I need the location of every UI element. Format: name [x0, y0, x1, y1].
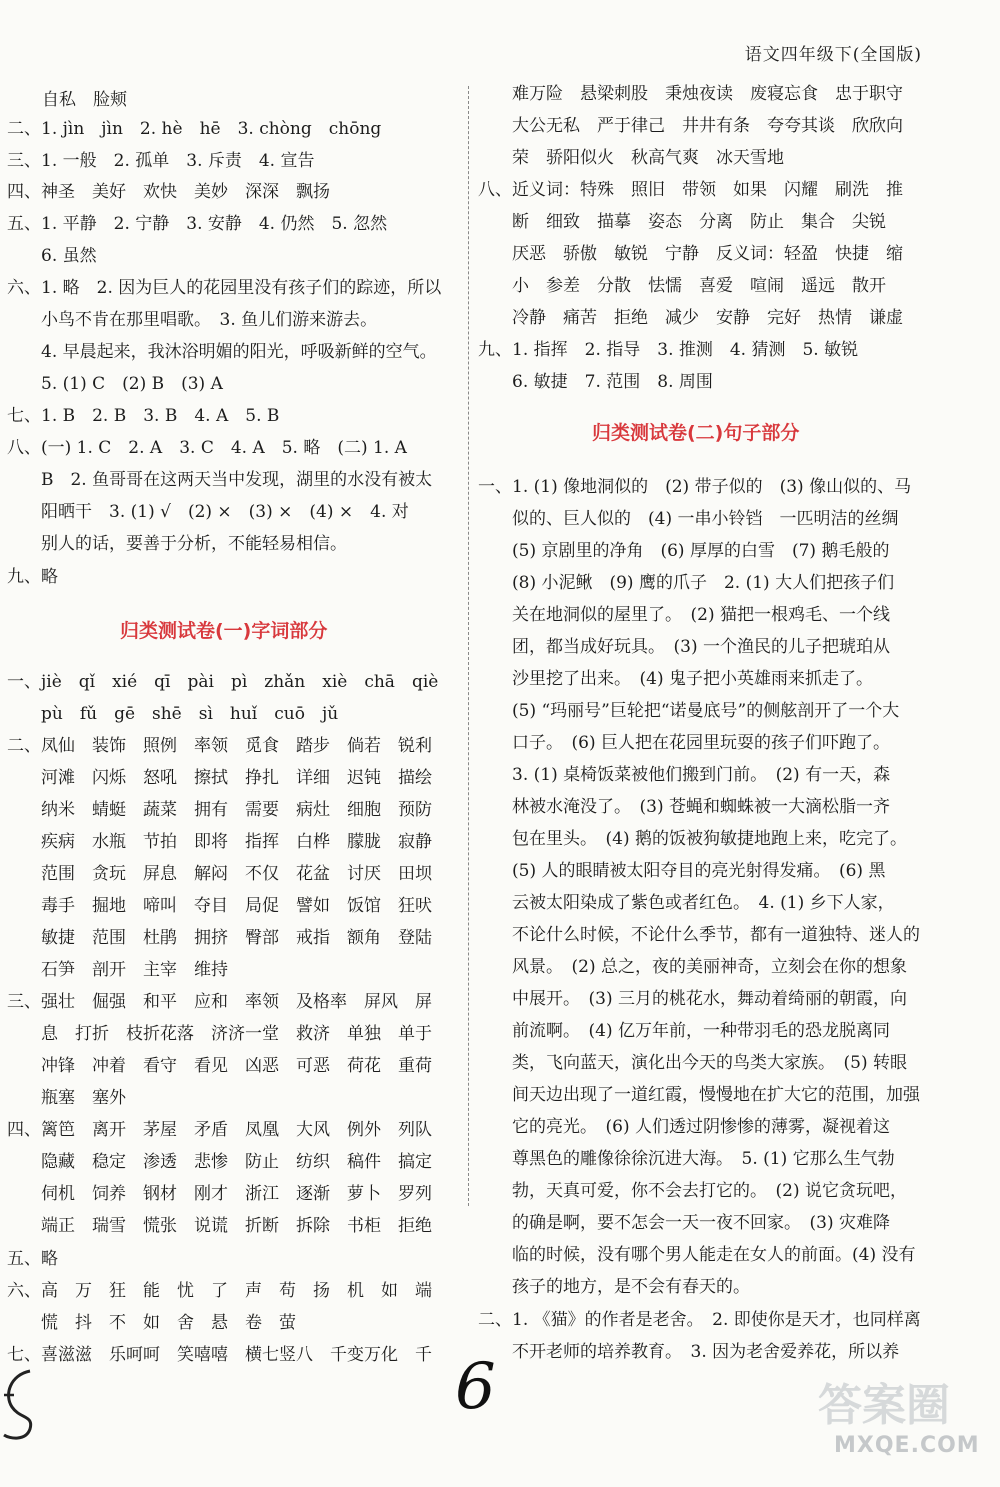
corner-mark-icon: [0, 1365, 40, 1445]
running-header: 语文四年级下(全国版): [744, 45, 922, 65]
answer-line: 云被太阳染成了紫色或者红色。 4. (1) 乡下人家，: [478, 893, 895, 913]
answer-line: 临的时候，没有哪个男人能走在女人的前面。(4) 没有: [478, 1245, 916, 1265]
answer-line: 毒手 掘地 啼叫 夺目 局促 譬如 饭馆 狂吠: [7, 896, 432, 916]
answer-line: (5) “玛丽号”巨轮把“诺曼底号”的侧舷剖开了一个大: [478, 701, 900, 721]
answer-line: 石笋 剖开 主宰 维持: [7, 960, 228, 980]
answer-line: (5) 京剧里的净角 (6) 厚厚的白雪 (7) 鹅毛般的: [478, 541, 890, 561]
answer-line: 隐藏 稳定 渗透 悲惨 防止 纺织 稿件 搞定: [7, 1152, 432, 1172]
answer-line: 河滩 闪烁 怒吼 擦拭 挣扎 详细 迟钝 描绘: [7, 768, 432, 788]
answer-line: 阳晒干 3. (1) √ (2) × (3) × (4) × 4. 对: [7, 502, 409, 522]
answer-line: 不开老师的培养教育。 3. 因为老舍爱养花，所以养: [478, 1342, 900, 1362]
answer-line: 四、篱笆 离开 茅屋 矛盾 凤凰 大风 例外 列队: [7, 1120, 432, 1140]
answer-line: 别人的话，要善于分析，不能轻易相信。: [7, 534, 347, 554]
answer-line: 端正 瑞雪 慌张 说谎 折断 拆除 书柜 拒绝: [7, 1216, 432, 1236]
answer-line: 三、强壮 倔强 和平 应和 率领 及格率 屏风 屏: [7, 992, 432, 1012]
answer-line: 二、凤仙 装饰 照例 率领 觅食 踏步 倘若 锐利: [7, 736, 432, 756]
answer-line: 间天边出现了一道红霞，慢慢地在扩大它的范围，加强: [478, 1085, 920, 1105]
answer-line: 5. (1) C (2) B (3) A: [7, 374, 223, 394]
answer-line: 风景。 (2) 总之，夜的美丽神奇，立刻会在你的想象: [478, 957, 907, 977]
answer-line: 前流啊。 (4) 亿万年前，一种带羽毛的恐龙脱离同: [478, 1021, 890, 1041]
answer-line: 类，飞向蓝天，演化出今天的鸟类大家族。 (5) 转眼: [478, 1053, 907, 1073]
answer-line: 慌 抖 不 如 舍 悬 卷 萤: [7, 1313, 296, 1333]
watermark-brand: 答案圈: [818, 1380, 950, 1431]
watermark: [812, 1365, 982, 1465]
answer-line: 纳米 蜻蜓 蔬菜 拥有 需要 病灶 细胞 预防: [7, 800, 432, 820]
answer-line: 尊黑色的雕像徐徐沉进大海。 5. (1) 它那么生气勃: [478, 1149, 895, 1169]
answer-line: 孩子的地方，是不会有春天的。: [478, 1277, 750, 1297]
answer-line: 自私 脸颊: [42, 90, 127, 110]
answer-line: 的确是啊，要不怎会一天一夜不回家。 (3) 灾难降: [478, 1213, 890, 1233]
answer-line: 八、近义词：特殊 照旧 带领 如果 闪耀 刷洗 推: [478, 180, 903, 200]
answer-line: 九、1. 指挥 2. 指导 3. 推测 4. 猜测 5. 敏锐: [478, 340, 859, 360]
answer-line: 团，都当成好玩具。 (3) 一个渔民的儿子把琥珀从: [478, 637, 890, 657]
answer-line: 范围 贪玩 屏息 解闷 不仅 花盆 讨厌 田坝: [7, 864, 432, 884]
answer-line: 伺机 饲养 钢材 刚才 浙江 逐渐 萝卜 罗列: [7, 1184, 432, 1204]
answer-line: 冷静 痛苦 拒绝 减少 安静 完好 热情 谦虚: [478, 308, 903, 328]
answer-line: 七、1. B 2. B 3. B 4. A 5. B: [7, 406, 280, 426]
answer-line: 小 参差 分散 怯懦 喜爱 喧闹 遥远 散开: [478, 276, 886, 296]
answer-line: 4. 早晨起来，我沐浴明媚的阳光，呼吸新鲜的空气。: [7, 342, 437, 362]
answer-line: 五、略: [7, 1249, 58, 1269]
answer-line: 五、1. 平静 2. 宁静 3. 安静 4. 仍然 5. 忽然: [7, 214, 388, 234]
answer-line: 似的、巨人似的 (4) 一串小铃铛 一匹明洁的丝绸: [478, 509, 899, 529]
answer-line: 3. (1) 桌椅饭菜被他们搬到门前。 (2) 有一天，森: [478, 765, 891, 785]
answer-line: 包在里头。 (4) 鹅的饭被狗敏捷地跑上来，吃完了。: [478, 829, 907, 849]
answer-line: 一、jiè qǐ xié qī pài pì zhǎn xiè chā qiè: [7, 672, 439, 692]
answer-line: 二、1. 《猫》的作者是老舍。 2. 即使你是天才，也同样离: [478, 1310, 921, 1330]
answer-line: 七、喜滋滋 乐呵呵 笑嘻嘻 横七竖八 千变万化 千: [7, 1345, 432, 1365]
answer-line: 难万险 悬梁刺股 秉烛夜读 废寝忘食 忠于职守: [512, 84, 903, 104]
watermark-site: MXQE.COM: [834, 1433, 980, 1458]
answer-line: 勃，天真可爱，你不会去打它的。 (2) 说它贪玩吧，: [478, 1181, 907, 1201]
answer-line: 6. 虽然: [7, 246, 97, 266]
answer-line: 它的亮光。 (6) 人们透过阴惨惨的薄雾，凝视着这: [478, 1117, 890, 1137]
answer-line: 6. 敏捷 7. 范围 8. 周围: [478, 372, 713, 392]
answer-line: 疾病 水瓶 节拍 即将 指挥 白桦 朦胧 寂静: [7, 832, 432, 852]
column-divider: [468, 86, 469, 1206]
answer-line: 大公无私 严于律己 井井有条 夸夸其谈 欣欣向: [512, 116, 903, 136]
answer-line: 六、1. 略 2. 因为巨人的花园里没有孩子们的踪迹，所以: [7, 278, 442, 298]
section-title: 归类测试卷(二)句子部分: [592, 422, 800, 444]
answer-line: 冲锋 冲着 看守 看见 凶恶 可恶 荷花 重荷: [7, 1056, 432, 1076]
answer-line: 二、1. jìn jìn 2. hè hē 3. chòng chōng: [7, 119, 382, 139]
answer-line: B 2. 鱼哥哥在这两天当中发现，湖里的水没有被太: [7, 470, 433, 490]
answer-line: 三、1. 一般 2. 孤单 3. 斥责 4. 宣告: [7, 151, 315, 171]
answer-line: 四、神圣 美好 欢快 美妙 深深 飘扬: [7, 182, 330, 202]
page-number: 6: [455, 1350, 496, 1424]
answer-line: pù fǔ gē shē sì huǐ cuō jǔ: [7, 704, 339, 724]
answer-line: 口子。 (6) 巨人把在花园里玩耍的孩子们吓跑了。: [478, 733, 890, 753]
answer-line: (5) 人的眼睛被太阳夺目的亮光射得发痛。 (6) 黑: [478, 861, 886, 881]
answer-line: 关在地洞似的屋里了。 (2) 猫把一根鸡毛、一个线: [478, 605, 890, 625]
answer-line: 敏捷 范围 杜鹃 拥挤 臀部 戒指 额角 登陆: [7, 928, 432, 948]
answer-line: 小鸟不肯在那里唱歌。 3. 鱼儿们游来游去。: [7, 310, 378, 330]
answer-line: 林被水淹没了。 (3) 苍蝇和蜘蛛被一大滴松脂一齐: [478, 797, 890, 817]
section-title: 归类测试卷(一)字词部分: [120, 620, 328, 642]
answer-line: 息 打折 枝折花落 济济一堂 救济 单独 单于: [7, 1024, 432, 1044]
answer-line: 不论什么时候，不论什么季节，都有一道独特、迷人的: [478, 925, 920, 945]
answer-line: 中展开。 (3) 三月的桃花水，舞动着绮丽的朝霞，向: [478, 989, 907, 1009]
answer-line: 断 细致 描摹 姿态 分离 防止 集合 尖锐: [478, 212, 886, 232]
answer-line: 沙里挖了出来。 (4) 鬼子把小英雄雨来抓走了。: [478, 669, 873, 689]
answer-line: 瓶塞 塞外: [7, 1088, 126, 1108]
answer-line: 九、略: [7, 567, 58, 587]
answer-line: 一、1. (1) 像地洞似的 (2) 带子似的 (3) 像山似的、马: [478, 477, 912, 497]
answer-line: (8) 小泥鳅 (9) 鹰的爪子 2. (1) 大人们把孩子们: [478, 573, 895, 593]
answer-line: 厌恶 骄傲 敏锐 宁静 反义词：轻盈 快捷 缩: [478, 244, 903, 264]
answer-line: 八、(一) 1. C 2. A 3. C 4. A 5. 略 (二) 1. A: [7, 438, 407, 458]
answer-line: 荣 骄阳似火 秋高气爽 冰天雪地: [512, 148, 784, 168]
answer-line: 六、高 万 狂 能 忧 了 声 苟 扬 机 如 端: [7, 1281, 432, 1301]
